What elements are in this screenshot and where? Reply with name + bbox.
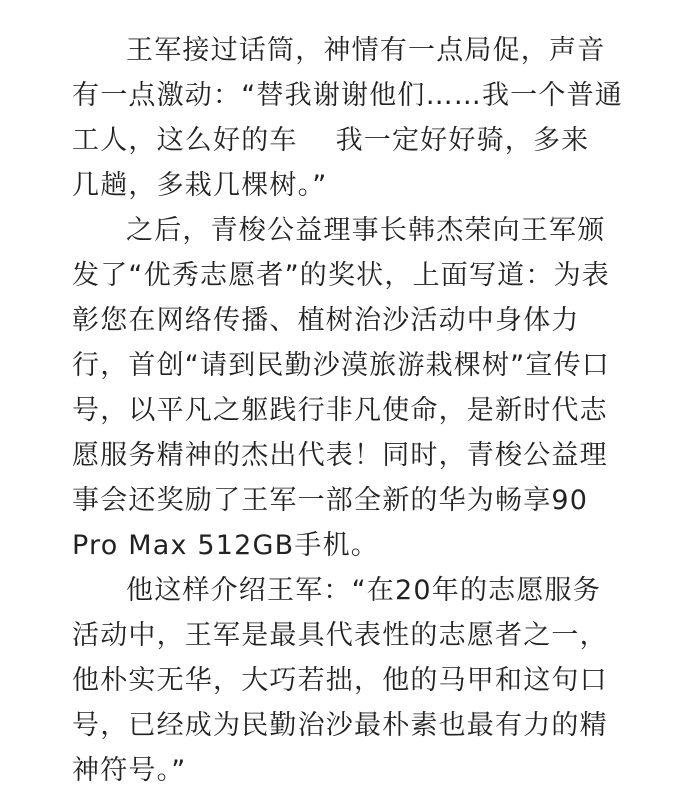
paragraph-line: 工人，这么好的车 我一定好好骑，多来 [72,125,590,156]
paragraph-line: 神符号。” [72,755,187,786]
paragraph-1 [72,28,623,208]
paragraph-line: 之后，青梭公益理事长韩杰荣向王军颁 [126,215,606,246]
paragraph-line: 发了“优秀志愿者”的奖状，上面写道：为表 [72,260,610,291]
paragraph-line: 他朴实无华，大巧若拙，他的马甲和这句口 [72,665,608,696]
paragraph-line: 行，首创“请到民勤沙漠旅游栽棵树”宣传口 [72,350,610,381]
paragraph-line: 号，已经成为民勤治沙最朴素也最有力的精 [72,710,608,741]
paragraph-line: 彰您在网络传播、植树治沙活动中身体力 [72,305,580,336]
paragraph-line: 活动中，王军是最具代表性的志愿者之一， [72,620,608,651]
paragraph-line: 愿服务精神的杰出代表！同时，青梭公益理 [72,440,608,471]
paragraph-2 [72,208,620,568]
paragraph-line: 他这样介绍王军：“在20年的志愿服务 [126,575,601,606]
paragraph-line: 事会还奖励了王军一部全新的华为畅享90 [72,485,589,516]
paragraph-line: Pro Max 512GB手机。 [72,530,379,561]
paragraph-line: 王军接过话筒，神情有一点局促，声音 [126,35,606,66]
paragraph-line: 几趟，多栽几棵树。” [72,170,328,201]
paragraph-3 [72,568,620,793]
paragraph-line: 有一点激动：“替我谢谢他们……我一个普通 [72,80,623,111]
article-body [72,28,623,793]
paragraph-line: 号，以平凡之躯践行非凡使命，是新时代志 [72,395,608,426]
